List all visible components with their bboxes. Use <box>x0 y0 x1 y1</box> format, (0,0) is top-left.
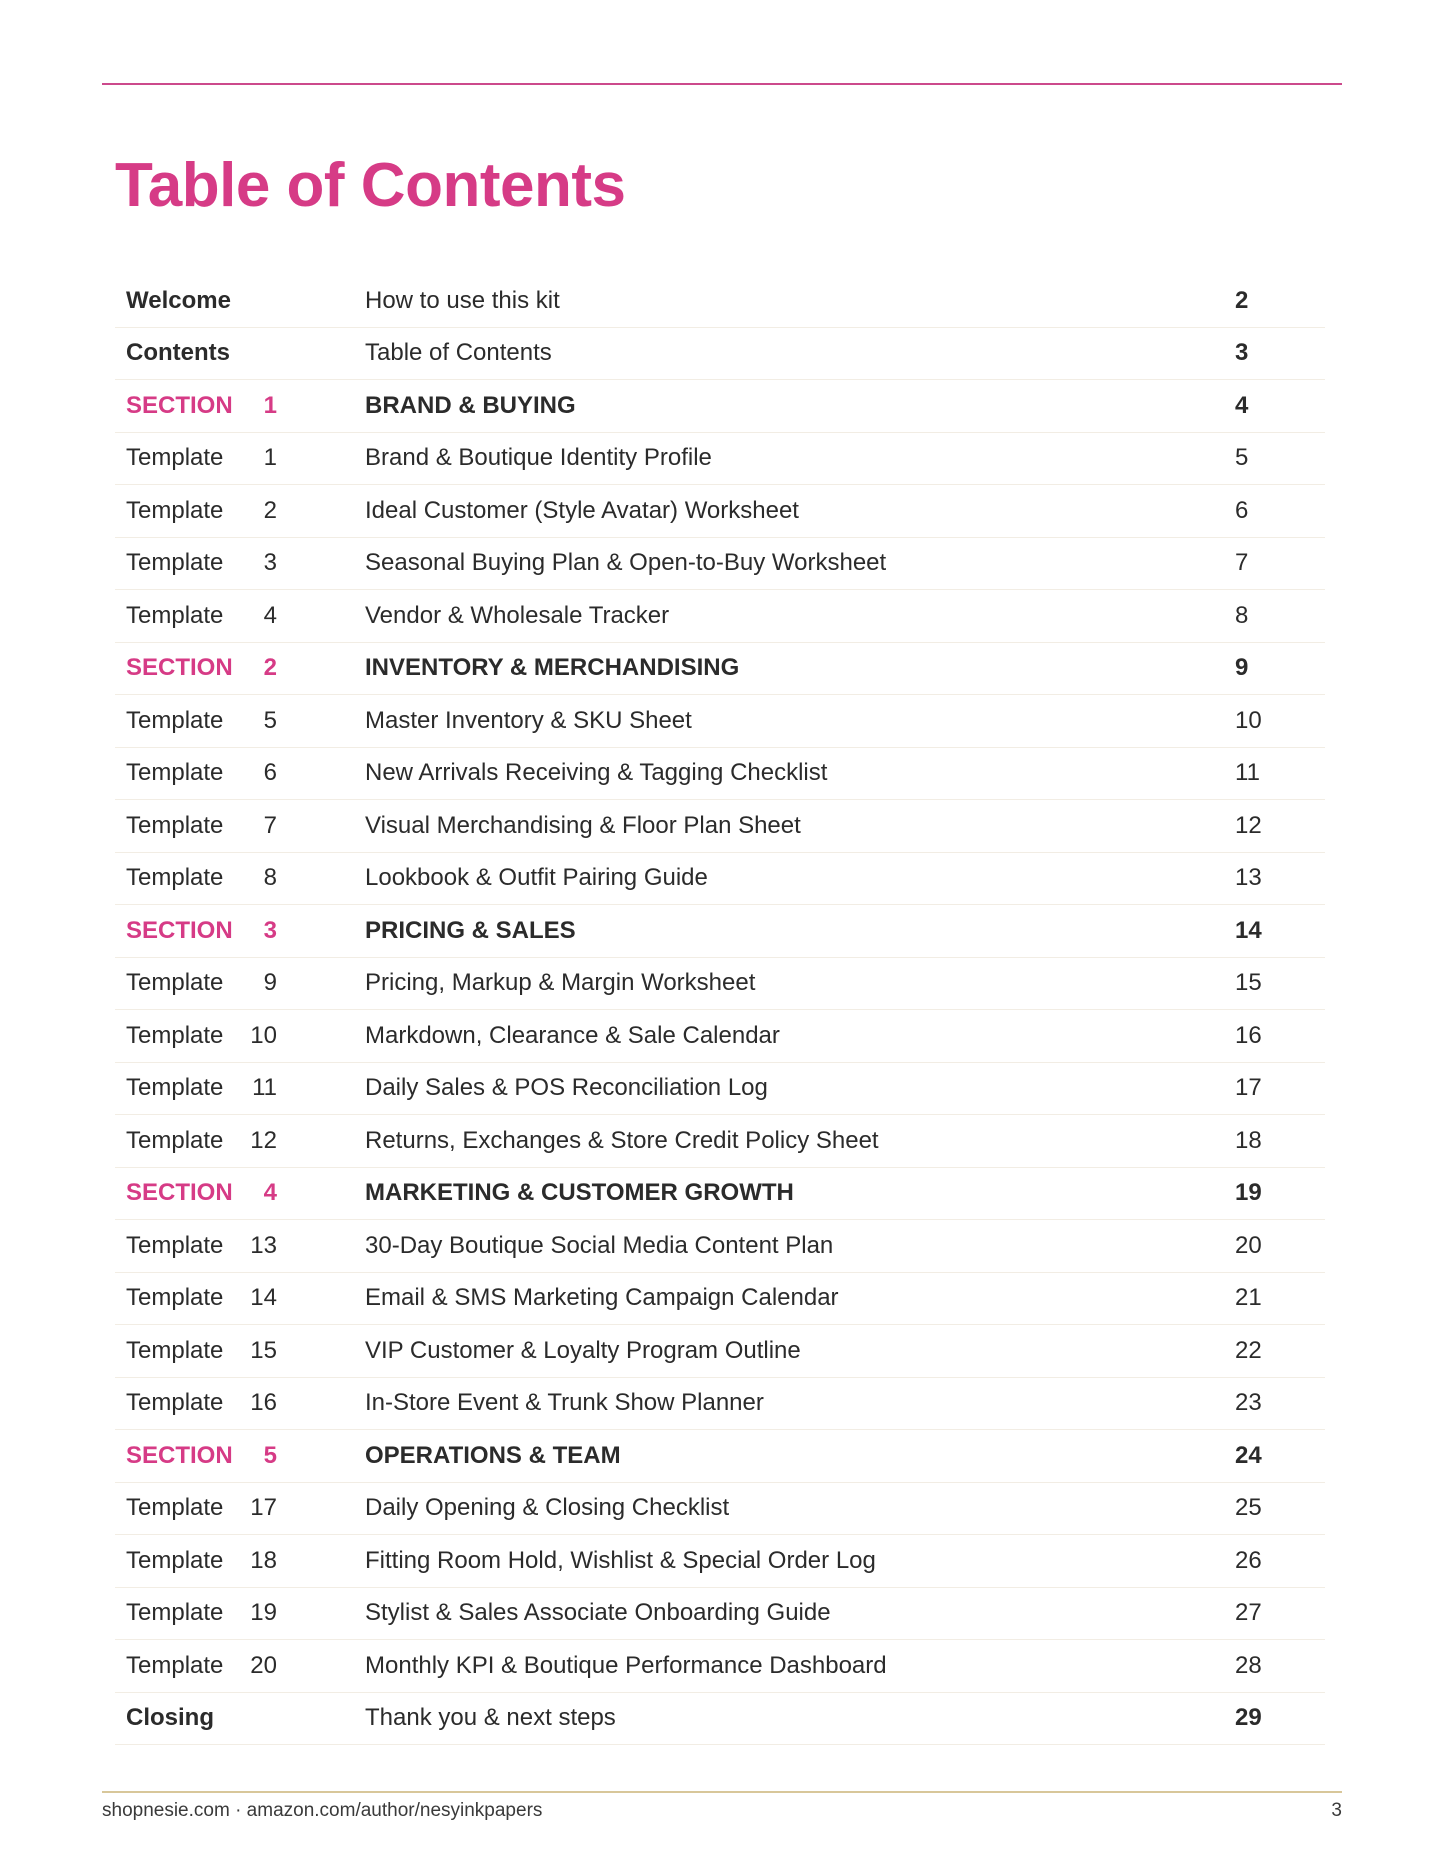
toc-entry-page: 12 <box>1235 811 1262 839</box>
toc-section-row <box>115 1168 1325 1221</box>
toc-entry-label <box>126 1389 356 1417</box>
toc-entry-number: 10 <box>250 1021 277 1049</box>
toc-entry-page: 21 <box>1235 1284 1262 1312</box>
toc-entry-label <box>126 1704 356 1732</box>
toc-entry-label <box>126 654 356 682</box>
toc-entry-label <box>126 549 356 577</box>
toc-entry-kind: Template <box>126 759 224 787</box>
toc-entry-number: 5 <box>263 706 277 734</box>
toc-entry-kind: Template <box>126 496 224 524</box>
toc-entry-kind: Template <box>126 969 224 997</box>
toc-label-row <box>115 328 1325 381</box>
toc-entry-number: 3 <box>263 916 277 944</box>
toc-entry-kind: Template <box>126 549 224 577</box>
toc-entry-page: 26 <box>1235 1546 1262 1574</box>
toc-entry-kind: Template <box>126 1126 224 1154</box>
toc-entry-page: 24 <box>1235 1441 1262 1469</box>
toc-entry-title: PRICING & SALES <box>365 916 576 944</box>
toc-entry-page: 7 <box>1235 549 1249 577</box>
toc-entry-page: 4 <box>1235 391 1249 419</box>
toc-template-row <box>115 695 1325 748</box>
toc-template-row <box>115 1220 1325 1273</box>
toc-entry-kind: Template <box>126 1599 224 1627</box>
toc-entry-label <box>126 759 356 787</box>
toc-entry-page: 11 <box>1235 759 1260 787</box>
toc-entry-title: Fitting Room Hold, Wishlist & Special Order Log <box>365 1546 876 1574</box>
toc-entry-title: Thank you & next steps <box>365 1704 616 1732</box>
toc-entry-label <box>126 1127 356 1155</box>
toc-entry-kind: SECTION <box>126 1441 233 1469</box>
toc-entry-kind: Template <box>126 864 224 892</box>
toc-entry-page: 17 <box>1235 1074 1262 1102</box>
toc-entry-kind: Template <box>126 1546 224 1574</box>
toc-entry-number: 1 <box>263 444 277 472</box>
toc-template-row <box>115 538 1325 591</box>
toc-entry-kind: SECTION <box>126 654 233 682</box>
toc-entry-title: Monthly KPI & Boutique Performance Dashboard <box>365 1651 887 1679</box>
toc-entry-label <box>126 1074 356 1102</box>
toc-entry-number: 15 <box>250 1336 277 1364</box>
toc-entry-kind: Template <box>126 1494 224 1522</box>
toc-template-row <box>115 853 1325 906</box>
footer-rule <box>102 1791 1342 1793</box>
toc-template-row <box>115 1640 1325 1693</box>
toc-entry-title: Markdown, Clearance & Sale Calendar <box>365 1021 780 1049</box>
toc-entry-page: 23 <box>1235 1389 1262 1417</box>
toc-template-row <box>115 1483 1325 1536</box>
toc-entry-page: 22 <box>1235 1336 1262 1364</box>
toc-template-row <box>115 1588 1325 1641</box>
toc-entry-label <box>126 602 356 630</box>
toc-entry-label <box>126 287 356 315</box>
toc-entry-label <box>126 1232 356 1260</box>
toc-entry-title: Master Inventory & SKU Sheet <box>365 706 692 734</box>
toc-entry-number: 13 <box>250 1231 277 1259</box>
toc-entry-page: 15 <box>1235 969 1262 997</box>
toc-entry-label <box>126 917 356 945</box>
toc-entry-kind: Template <box>126 1231 224 1259</box>
toc-entry-title: Visual Merchandising & Floor Plan Sheet <box>365 811 801 839</box>
footer-links: shopnesie.com · amazon.com/author/nesyinkpapers <box>102 1800 543 1821</box>
toc-template-row <box>115 485 1325 538</box>
toc-entry-number: 11 <box>252 1074 277 1102</box>
toc-entry-kind: Template <box>126 1284 224 1312</box>
toc-entry-number: 18 <box>250 1546 277 1574</box>
toc-entry-kind: Template <box>126 1074 224 1102</box>
top-rule <box>102 83 1342 85</box>
toc-section-row <box>115 1430 1325 1483</box>
toc-entry-page: 16 <box>1235 1021 1262 1049</box>
toc-entry-title: New Arrivals Receiving & Tagging Checklist <box>365 759 828 787</box>
toc-entry-label <box>126 707 356 735</box>
toc-entry-number: 17 <box>250 1494 277 1522</box>
toc-template-row <box>115 1273 1325 1326</box>
toc-entry-page: 28 <box>1235 1651 1262 1679</box>
toc-section-row <box>115 643 1325 696</box>
toc-entry-label <box>126 969 356 997</box>
toc-entry-number: 1 <box>263 391 277 419</box>
toc-entry-page: 19 <box>1235 1179 1262 1207</box>
toc-entry-title: OPERATIONS & TEAM <box>365 1441 621 1469</box>
toc-entry-kind: Template <box>126 1389 224 1417</box>
toc-entry-label <box>126 497 356 525</box>
toc-entry-kind: Template <box>126 1651 224 1679</box>
toc-entry-page: 10 <box>1235 706 1262 734</box>
toc-entry-title: VIP Customer & Loyalty Program Outline <box>365 1336 801 1364</box>
toc-entry-kind: Template <box>126 601 224 629</box>
toc-entry-kind: Welcome <box>126 286 231 314</box>
toc-entry-title: Daily Sales & POS Reconciliation Log <box>365 1074 768 1102</box>
footer-page-number: 3 <box>1331 1800 1342 1821</box>
toc-entry-label <box>126 1442 356 1470</box>
toc-table <box>115 275 1325 1745</box>
toc-entry-label <box>126 339 356 367</box>
toc-entry-label <box>126 1022 356 1050</box>
toc-entry-title: Seasonal Buying Plan & Open-to-Buy Worksheet <box>365 549 887 577</box>
toc-entry-label <box>126 1599 356 1627</box>
toc-entry-title: Returns, Exchanges & Store Credit Policy Sheet <box>365 1126 879 1154</box>
toc-entry-number: 2 <box>263 496 277 524</box>
toc-entry-number: 19 <box>250 1599 277 1627</box>
toc-entry-title: MARKETING & CUSTOMER GROWTH <box>365 1179 794 1207</box>
toc-entry-number: 3 <box>263 549 277 577</box>
toc-entry-kind: Closing <box>126 1704 214 1732</box>
toc-entry-label <box>126 1494 356 1522</box>
toc-template-row <box>115 1115 1325 1168</box>
toc-template-row <box>115 1535 1325 1588</box>
toc-label-row <box>115 275 1325 328</box>
toc-entry-page: 20 <box>1235 1231 1262 1259</box>
toc-template-row <box>115 590 1325 643</box>
toc-entry-title: Table of Contents <box>365 339 552 367</box>
toc-entry-title: How to use this kit <box>365 286 560 314</box>
toc-entry-page: 8 <box>1235 601 1249 629</box>
toc-entry-page: 9 <box>1235 654 1249 682</box>
toc-entry-title: 30-Day Boutique Social Media Content Plan <box>365 1231 834 1259</box>
toc-entry-kind: SECTION <box>126 916 233 944</box>
toc-entry-label <box>126 1337 356 1365</box>
toc-template-row <box>115 800 1325 853</box>
toc-entry-number: 16 <box>250 1389 277 1417</box>
page-title: Table of Contents <box>115 151 626 220</box>
toc-entry-title: Brand & Boutique Identity Profile <box>365 444 712 472</box>
toc-entry-page: 3 <box>1235 339 1249 367</box>
toc-entry-label <box>126 1179 356 1207</box>
toc-template-row <box>115 958 1325 1011</box>
toc-entry-number: 2 <box>263 654 277 682</box>
toc-entry-page: 27 <box>1235 1599 1262 1627</box>
toc-template-row <box>115 1010 1325 1063</box>
toc-entry-number: 20 <box>250 1651 277 1679</box>
toc-entry-title: Email & SMS Marketing Campaign Calendar <box>365 1284 839 1312</box>
toc-entry-label <box>126 392 356 420</box>
toc-template-row <box>115 748 1325 801</box>
toc-entry-page: 18 <box>1235 1126 1262 1154</box>
toc-entry-page: 5 <box>1235 444 1249 472</box>
toc-entry-number: 6 <box>263 759 277 787</box>
toc-section-row <box>115 905 1325 958</box>
toc-template-row <box>115 1378 1325 1431</box>
toc-entry-number: 9 <box>263 969 277 997</box>
toc-entry-page: 13 <box>1235 864 1262 892</box>
toc-entry-label <box>126 812 356 840</box>
toc-entry-kind: Template <box>126 1021 224 1049</box>
toc-entry-kind: Template <box>126 1336 224 1364</box>
toc-entry-kind: Template <box>126 706 224 734</box>
toc-entry-kind: Template <box>126 444 224 472</box>
toc-entry-title: In-Store Event & Trunk Show Planner <box>365 1389 764 1417</box>
toc-entry-title: Vendor & Wholesale Tracker <box>365 601 670 629</box>
toc-entry-number: 4 <box>263 1179 277 1207</box>
toc-entry-page: 25 <box>1235 1494 1262 1522</box>
toc-entry-page: 6 <box>1235 496 1249 524</box>
toc-entry-label <box>126 864 356 892</box>
toc-entry-number: 4 <box>263 601 277 629</box>
toc-template-row <box>115 1063 1325 1116</box>
toc-section-row <box>115 380 1325 433</box>
toc-template-row <box>115 433 1325 486</box>
toc-entry-number: 8 <box>263 864 277 892</box>
toc-template-row <box>115 1325 1325 1378</box>
toc-entry-number: 7 <box>263 811 277 839</box>
toc-entry-page: 14 <box>1235 916 1262 944</box>
toc-entry-number: 5 <box>263 1441 277 1469</box>
toc-entry-kind: Template <box>126 811 224 839</box>
toc-entry-label <box>126 1652 356 1680</box>
toc-entry-label <box>126 444 356 472</box>
toc-entry-title: Ideal Customer (Style Avatar) Worksheet <box>365 496 799 524</box>
toc-entry-number: 12 <box>250 1126 277 1154</box>
toc-entry-number: 14 <box>250 1284 277 1312</box>
toc-entry-page: 2 <box>1235 286 1249 314</box>
toc-entry-label <box>126 1284 356 1312</box>
toc-entry-title: INVENTORY & MERCHANDISING <box>365 654 740 682</box>
toc-entry-page: 29 <box>1235 1704 1262 1732</box>
toc-label-row <box>115 1693 1325 1746</box>
toc-entry-title: Daily Opening & Closing Checklist <box>365 1494 730 1522</box>
toc-entry-title: BRAND & BUYING <box>365 391 576 419</box>
toc-entry-label <box>126 1547 356 1575</box>
toc-entry-title: Stylist & Sales Associate Onboarding Guide <box>365 1599 831 1627</box>
toc-entry-kind: SECTION <box>126 391 233 419</box>
toc-entry-kind: Contents <box>126 339 230 367</box>
toc-entry-kind: SECTION <box>126 1179 233 1207</box>
toc-entry-title: Pricing, Markup & Margin Worksheet <box>365 969 756 997</box>
toc-entry-title: Lookbook & Outfit Pairing Guide <box>365 864 708 892</box>
